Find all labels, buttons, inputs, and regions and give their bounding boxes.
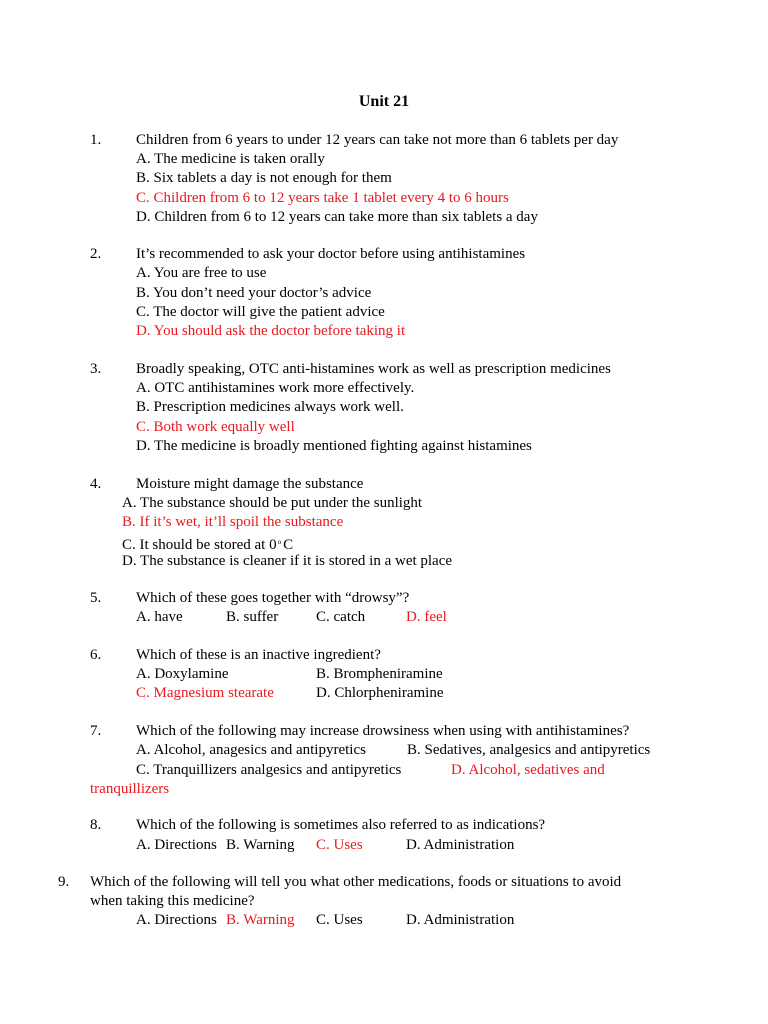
option-d-continuation: tranquillizers — [90, 781, 170, 797]
option-c: C. Uses — [316, 912, 363, 928]
option-b: B. Prescription medicines always work well. — [136, 399, 404, 415]
question-number: 8. — [90, 817, 102, 833]
option-a: A. OTC antihistamines work more effectively. — [136, 380, 415, 396]
question-number: 6. — [90, 647, 102, 663]
question-stem: It’s recommended to ask your doctor before using antihistamines — [136, 246, 526, 262]
question-stem-continuation: when taking this medicine? — [90, 893, 255, 909]
page-title: Unit 21 — [358, 93, 410, 110]
option-d: D. Children from 6 to 12 years can take more than six tablets a day — [136, 209, 538, 225]
option-c-unit: C — [283, 537, 294, 553]
option-c-correct: C. Magnesium stearate — [136, 685, 274, 701]
option-b: B. suffer — [226, 609, 279, 625]
option-c: C. catch — [316, 609, 366, 625]
question-stem: Which of the following is sometimes also referred to as indications? — [136, 817, 546, 833]
option-d-correct: D. feel — [406, 609, 447, 625]
option-a: A. Directions — [136, 837, 217, 853]
question-stem: Moisture might damage the substance — [136, 476, 364, 492]
option-d: D. Administration — [406, 912, 515, 928]
question-number: 5. — [90, 590, 102, 606]
question-stem: Which of these is an inactive ingredient? — [136, 647, 381, 663]
option-a: A. Doxylamine — [136, 666, 229, 682]
question-number: 2. — [90, 246, 102, 262]
question-number: 4. — [90, 476, 102, 492]
question-stem: Which of the following may increase drowsiness when using with antihistamines? — [136, 723, 630, 739]
question-number: 3. — [90, 361, 102, 377]
option-c: C. The doctor will give the patient advice — [136, 304, 385, 320]
option-a: A. Directions — [136, 912, 217, 928]
option-c: C. Tranquillizers analgesics and antipyretics — [136, 762, 402, 778]
degree-mark: o — [277, 538, 282, 546]
question-number: 1. — [90, 132, 102, 148]
question-number: 7. — [90, 723, 102, 739]
option-b-correct: B. If it’s wet, it’ll spoil the substance — [122, 514, 344, 530]
option-b: B. Brompheniramine — [316, 666, 443, 682]
option-c-text: C. It should be stored at 0 — [122, 537, 277, 553]
option-a: A. have — [136, 609, 183, 625]
option-c-correct: C. Children from 6 to 12 years take 1 tablet every 4 to 6 hours — [136, 190, 509, 206]
option-b: B. Sedatives, analgesics and antipyretics — [407, 742, 651, 758]
question-number: 9. — [58, 874, 70, 890]
option-b: B. Six tablets a day is not enough for them — [136, 170, 392, 186]
option-a: A. Alcohol, anagesics and antipyretics — [136, 742, 366, 758]
option-c-correct: C. Uses — [316, 837, 363, 853]
question-stem: Which of these goes together with “drowsy”? — [136, 590, 410, 606]
option-a: A. The substance should be put under the sunlight — [122, 495, 423, 511]
option-b: B. Warning — [226, 837, 295, 853]
option-d: D. Administration — [406, 837, 515, 853]
question-stem: Which of the following will tell you what other medications, foods or situations to avoid — [90, 874, 622, 890]
option-d-correct: D. You should ask the doctor before taking it — [136, 323, 406, 339]
option-d: D. The medicine is broadly mentioned fighting against histamines — [136, 438, 532, 454]
option-d: D. Chlorpheniramine — [316, 685, 444, 701]
question-stem: Children from 6 years to under 12 years can take not more than 6 tablets per day — [136, 132, 619, 148]
option-b-correct: B. Warning — [226, 912, 295, 928]
option-a: A. The medicine is taken orally — [136, 151, 325, 167]
option-b: B. You don’t need your doctor’s advice — [136, 285, 372, 301]
option-c-correct: C. Both work equally well — [136, 419, 295, 435]
question-stem: Broadly speaking, OTC anti-histamines work as well as prescription medicines — [136, 361, 611, 377]
option-d-correct: D. Alcohol, sedatives and — [451, 762, 605, 778]
option-a: A. You are free to use — [136, 265, 267, 281]
option-d: D. The substance is cleaner if it is stored in a wet place — [122, 553, 453, 569]
